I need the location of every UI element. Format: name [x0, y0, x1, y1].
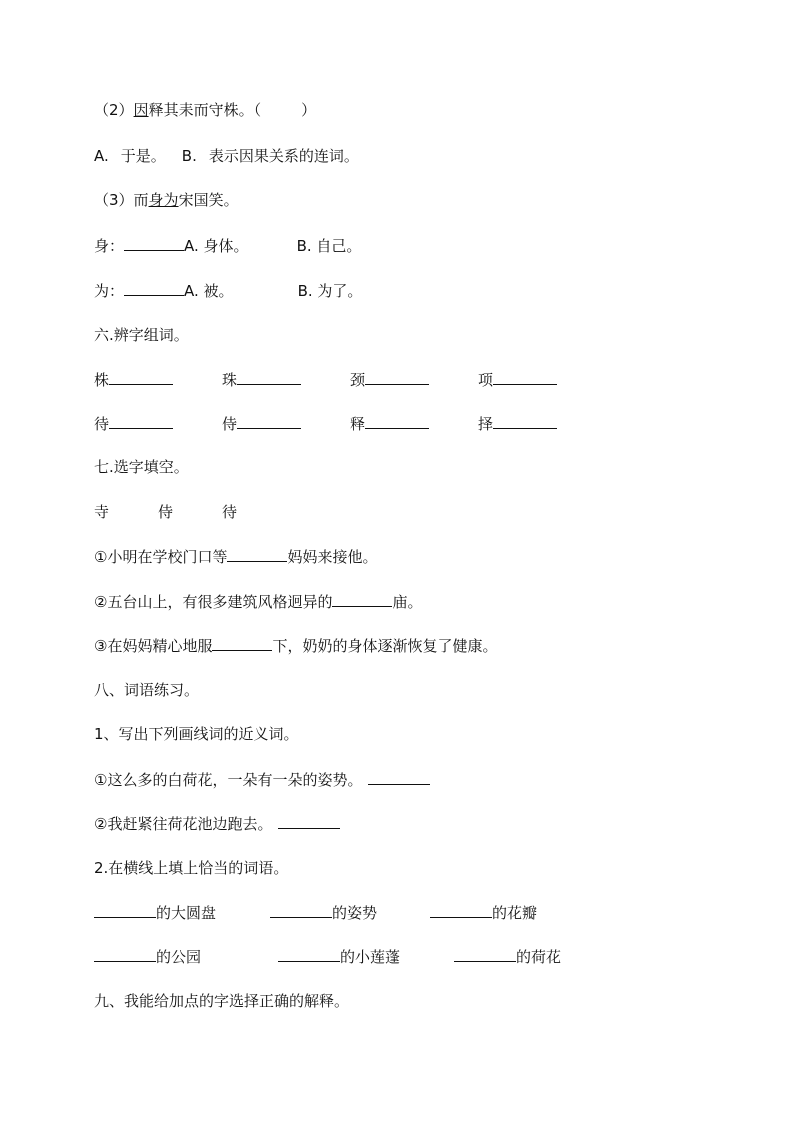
- word-pair-cell: [222, 369, 301, 390]
- char-xiang: 项: [478, 371, 494, 389]
- fill-blank[interactable]: [212, 635, 272, 651]
- shen-option-b: B. 自己。: [296, 237, 362, 255]
- word-blank[interactable]: [237, 369, 301, 385]
- q2-option-b-text: 表示因果关系的连词。: [208, 147, 359, 165]
- shen-line: [94, 235, 361, 255]
- word-blank[interactable]: [109, 413, 173, 429]
- shen-blank[interactable]: [124, 235, 184, 251]
- word-blank[interactable]: [237, 413, 301, 429]
- word-pair-cell: [350, 369, 429, 390]
- sentence-text: ③在妈妈精心地服: [94, 637, 213, 655]
- sentence-text: ①小明在学校门口等: [94, 548, 228, 566]
- q2-underlined-char: 因: [133, 101, 149, 119]
- fill-blank[interactable]: [430, 902, 492, 918]
- fill-blank[interactable]: [332, 591, 392, 607]
- q2-options: [94, 146, 359, 166]
- phrase-text: 的花瓣: [492, 904, 538, 922]
- section-8-sub-1: 1、写出下列画线词的近义词。: [94, 725, 299, 743]
- phrase-cell: [454, 946, 561, 967]
- section-8-sub-2: 2.在横线上填上恰当的词语。: [94, 859, 289, 877]
- q2-option-a-letter: A.: [94, 147, 109, 165]
- shen-label: 身：: [94, 237, 125, 255]
- q2-close-paren: ）: [301, 101, 317, 119]
- phrase-text: 的荷花: [516, 948, 562, 966]
- section-9-title: 九、我能给加点的字选择正确的解释。: [94, 992, 350, 1010]
- fill-blank[interactable]: [454, 946, 516, 962]
- section-7-sentence-1: [94, 546, 377, 566]
- q3-number: （3）而: [94, 191, 149, 209]
- sentence-text: ②五台山上，有很多建筑风格迥异的: [94, 593, 333, 611]
- sentence-text: ②我赶紧往荷花池边跑去。: [94, 815, 273, 833]
- choice-char: 待: [222, 503, 238, 521]
- q2-number: （2）: [94, 101, 134, 119]
- wei-blank[interactable]: [124, 280, 184, 296]
- char-jing: 颈: [350, 371, 366, 389]
- char-shi: 侍: [222, 415, 238, 433]
- phrase-text: 的姿势: [332, 904, 378, 922]
- question-3: [94, 190, 239, 210]
- phrase-text: 的大圆盘: [156, 904, 217, 922]
- char-zhu-pearl: 珠: [222, 371, 238, 389]
- phrase-text: 的小莲蓬: [340, 948, 401, 966]
- word-pair-cell: [94, 413, 173, 434]
- fill-blank[interactable]: [278, 946, 340, 962]
- word-blank[interactable]: [493, 369, 557, 385]
- q3-text: 宋国笑。: [178, 191, 239, 209]
- word-blank[interactable]: [493, 413, 557, 429]
- phrase-cell: [94, 902, 216, 923]
- sentence-text: 妈妈来接他。: [287, 548, 378, 566]
- word-pair-cell: [478, 369, 557, 390]
- q2-option-a-text: 于是。: [120, 147, 166, 165]
- phrase-cell: [278, 946, 400, 967]
- shen-option-a: A. 身体。: [184, 237, 249, 255]
- char-ze: 择: [478, 415, 494, 433]
- word-pair-cell: [350, 413, 429, 434]
- word-pair-cell: [478, 413, 557, 434]
- section-7-sentence-2: [94, 591, 422, 611]
- fill-blank[interactable]: [227, 546, 287, 562]
- phrase-cell: [270, 902, 377, 923]
- word-blank[interactable]: [365, 413, 429, 429]
- section-8-title: 八、词语练习。: [94, 681, 200, 699]
- word-pair-cell: [94, 369, 173, 390]
- wei-option-b: B. 为了。: [297, 282, 363, 300]
- section-6-title: 六.辨字组词。: [94, 326, 189, 344]
- q2-option-b-letter: B.: [181, 147, 197, 165]
- choice-char: 侍: [158, 503, 174, 521]
- fill-blank[interactable]: [278, 813, 340, 829]
- synonym-sentence-2: [94, 813, 340, 833]
- sentence-text: 庙。: [392, 593, 423, 611]
- sentence-text: ①这么多的白荷花，一朵有一朵的姿势。: [94, 771, 363, 789]
- q2-text: 释其耒而守株。（: [148, 101, 262, 119]
- phrase-cell: [430, 902, 537, 923]
- sentence-text: 下，奶奶的身体逐渐恢复了健康。: [272, 637, 498, 655]
- char-shi-release: 释: [350, 415, 366, 433]
- q3-underlined-word: 身为: [148, 191, 179, 209]
- word-blank[interactable]: [109, 369, 173, 385]
- wei-label: 为：: [94, 282, 125, 300]
- fill-blank[interactable]: [94, 946, 156, 962]
- fill-blank[interactable]: [368, 769, 430, 785]
- char-dai: 待: [94, 415, 110, 433]
- question-2: [94, 100, 316, 120]
- synonym-sentence-1: [94, 769, 430, 789]
- fill-blank[interactable]: [270, 902, 332, 918]
- wei-option-a: A. 被。: [184, 282, 234, 300]
- phrase-cell: [94, 946, 201, 967]
- section-7-title: 七.选字填空。: [94, 458, 189, 476]
- word-pair-cell: [222, 413, 301, 434]
- phrase-text: 的公园: [156, 948, 202, 966]
- choice-char: 寺: [94, 503, 110, 521]
- fill-blank[interactable]: [94, 902, 156, 918]
- char-zhu-stump: 株: [94, 371, 110, 389]
- wei-line: [94, 280, 362, 300]
- section-7-sentence-3: [94, 635, 497, 655]
- word-blank[interactable]: [365, 369, 429, 385]
